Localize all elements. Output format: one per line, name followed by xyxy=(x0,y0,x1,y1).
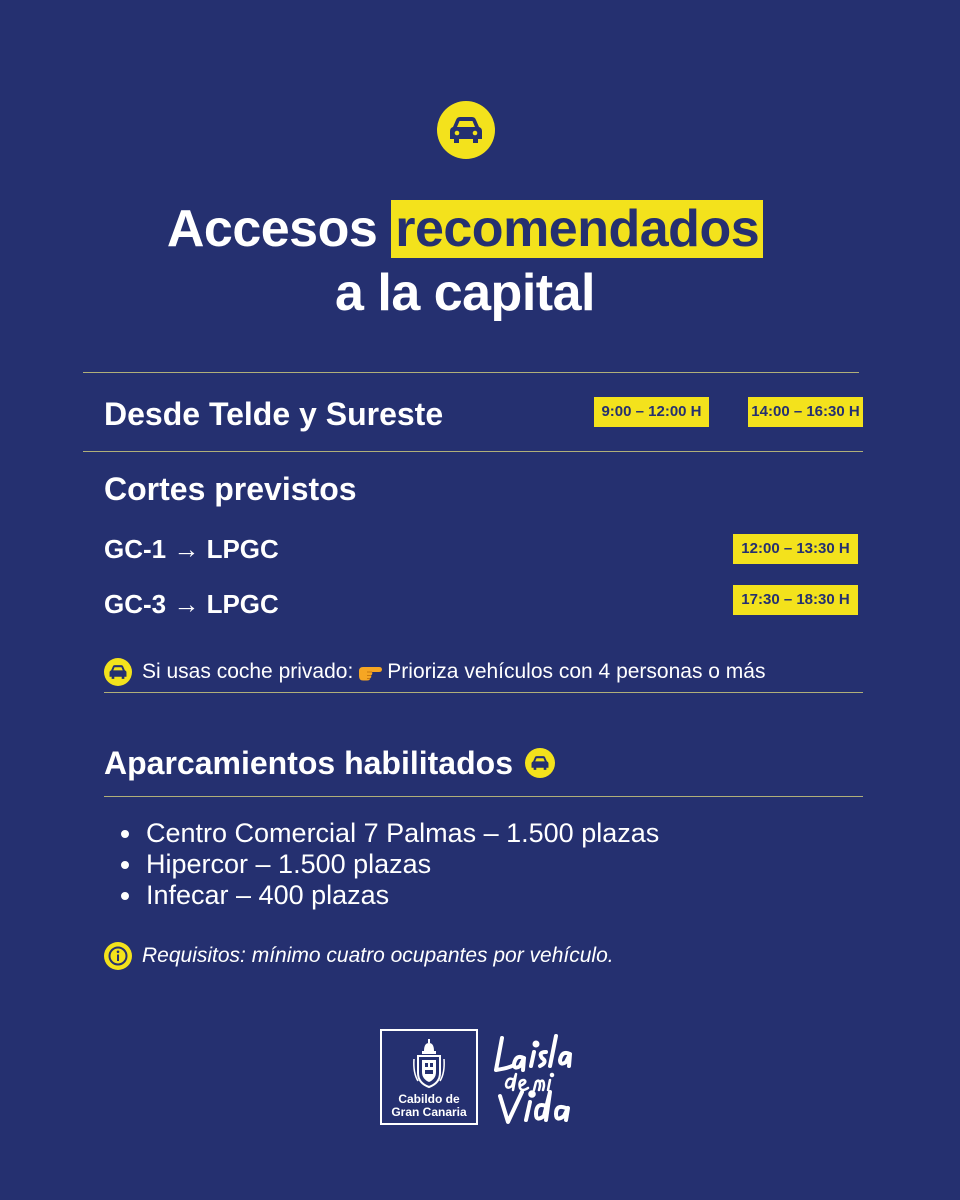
title-plain: Accesos xyxy=(166,200,378,258)
list-item: Centro Comercial 7 Palmas – 1.500 plazas xyxy=(104,818,864,849)
telde-heading: Desde Telde y Sureste xyxy=(104,396,444,432)
pointing-hand-icon xyxy=(357,663,383,681)
page-title-line2: a la capital xyxy=(335,264,595,322)
parking-heading-text: Aparcamientos habilitados xyxy=(104,745,513,781)
divider xyxy=(83,372,859,373)
parking-list xyxy=(104,818,864,911)
note-text-after: Prioriza vehículos con 4 personas o más xyxy=(387,660,766,683)
divider xyxy=(104,796,863,797)
parking-heading xyxy=(104,743,555,783)
cortes-heading: Cortes previstos xyxy=(104,471,357,507)
time-badge: 9:00 – 12:00 H xyxy=(594,397,709,427)
divider xyxy=(83,451,863,452)
route-label: GC-3 → LPGC xyxy=(104,589,279,619)
slogan-logo xyxy=(490,1030,580,1126)
time-badge: 14:00 – 16:30 H xyxy=(748,397,863,427)
requirements-text: Requisitos: mínimo cuatro ocupantes por vehículo. xyxy=(142,944,614,967)
cabildo-name-line1: Cabildo de xyxy=(398,1092,460,1106)
route-label: GC-1 → LPGC xyxy=(104,534,279,564)
private-car-note xyxy=(104,658,864,686)
car-icon xyxy=(437,101,495,159)
title-highlight: recomendados xyxy=(391,200,763,258)
list-item: Hipercor – 1.500 plazas xyxy=(104,849,864,880)
slogan-text xyxy=(580,1030,581,1031)
car-icon xyxy=(104,658,132,686)
divider xyxy=(104,692,863,693)
info-icon xyxy=(104,942,132,970)
cabildo-logo xyxy=(380,1029,478,1125)
cabildo-name-line2: Gran Canaria xyxy=(391,1105,467,1119)
page-title-line1 xyxy=(0,198,930,260)
requirements-note xyxy=(104,942,864,970)
time-badge: 17:30 – 18:30 H xyxy=(733,585,858,615)
list-item: Infecar – 400 plazas xyxy=(104,880,864,911)
car-icon xyxy=(525,748,555,778)
coat-of-arms-icon xyxy=(412,1039,446,1089)
time-badge: 12:00 – 13:30 H xyxy=(733,534,858,564)
note-text-before: Si usas coche privado: xyxy=(142,660,354,683)
